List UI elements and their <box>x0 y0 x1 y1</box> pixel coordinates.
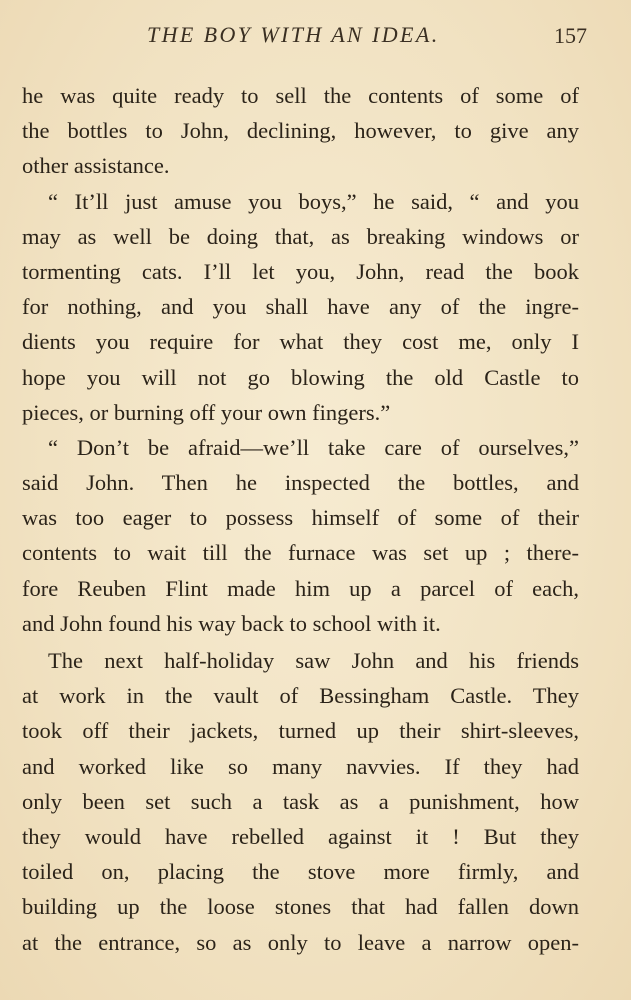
text-line: at the entrance, so as only to leave a narrow open- <box>22 929 579 955</box>
body-text <box>22 78 579 960</box>
text-line: pieces, or burning off your own fingers.” <box>22 399 391 425</box>
text-line: “ It’ll just amuse you boys,” he said, “ and you <box>48 188 579 214</box>
text-line: he was quite ready to sell the contents of some of <box>22 83 579 108</box>
text-line: took off their jackets, turned up their shirt-sleeves, <box>22 718 579 744</box>
text-line: they would have rebelled against it ! But they <box>22 823 579 849</box>
running-header <box>0 22 631 52</box>
text-line: contents to wait till the furnace was set up ; there- <box>22 540 579 566</box>
text-line: The next half-holiday saw John and his friends <box>48 648 579 673</box>
text-line: only been set such a task as a punishment, how <box>22 788 579 814</box>
text-line: dients you require for what they cost me, only I <box>22 329 579 355</box>
text-line: and John found his way back to school with it. <box>22 610 441 636</box>
text-line: was too eager to possess himself of some of their <box>22 505 579 531</box>
text-line: toiled on, placing the stove more firmly, and <box>22 859 579 885</box>
text-line: and worked like so many navvies. If they had <box>22 753 579 779</box>
text-line: hope you will not go blowing the old Castle to <box>22 364 579 390</box>
text-line: said John. Then he inspected the bottles, and <box>22 470 579 496</box>
text-line: at work in the vault of Bessingham Castle. They <box>22 683 579 709</box>
text-line: the bottles to John, declining, however, to give any <box>22 118 579 144</box>
text-line: building up the loose stones that had fallen down <box>22 894 579 920</box>
text-line: for nothing, and you shall have any of the ingre- <box>22 294 579 320</box>
running-title: THE BOY WITH AN IDEA. <box>147 22 440 47</box>
text-line: fore Reuben Flint made him up a parcel of each, <box>22 575 579 601</box>
text-line: other assistance. <box>22 153 170 179</box>
page-number: 157 <box>554 23 587 48</box>
text-line: may as well be doing that, as breaking windows or <box>22 223 579 249</box>
text-line: tormenting cats. I’ll let you, John, read the book <box>22 258 579 284</box>
text-line: “ Don’t be afraid—we’ll take care of ourselves,” <box>48 434 579 460</box>
